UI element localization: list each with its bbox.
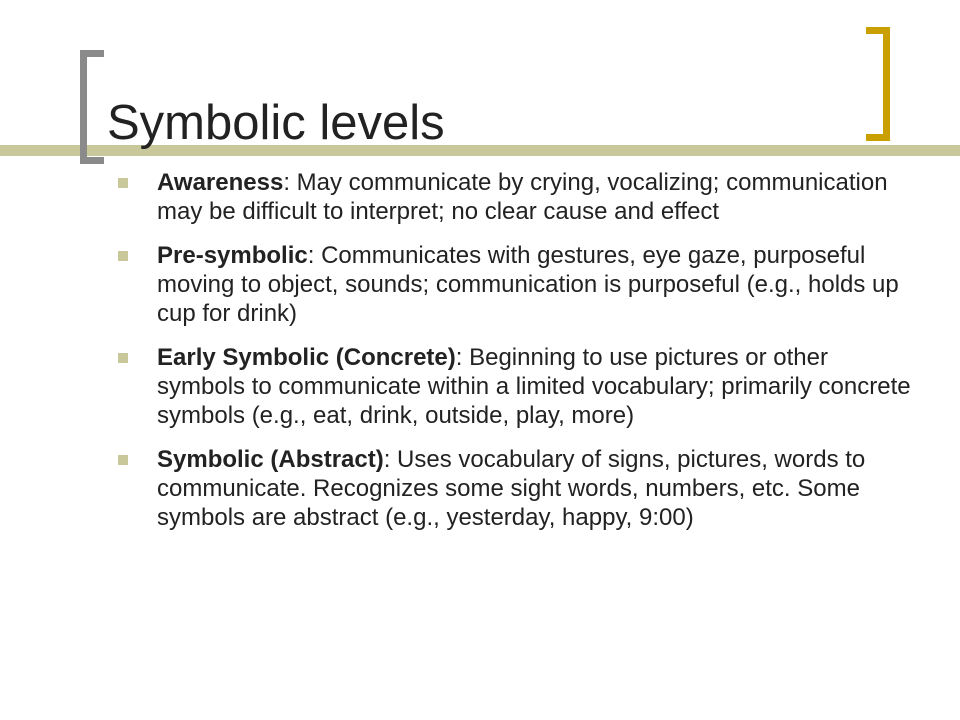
bullet-term: Pre-symbolic (157, 242, 308, 269)
bullet-text: : Communicates with gestures, eye gaze, purposeful moving to object, sounds; communication is purposeful (e.g., holds up cup for drink) (157, 242, 899, 327)
bullet-item-awareness (118, 168, 918, 226)
square-bullet-icon (118, 455, 128, 465)
right-bracket-decoration (866, 27, 890, 141)
square-bullet-icon (118, 178, 128, 188)
bullet-text: : Uses vocabulary of signs, pictures, words to communicate. Recognizes some sight words, numbers, etc. Some symbols are abstract (e.g., yesterday, happy, 9:00) (157, 446, 866, 531)
square-bullet-icon (118, 353, 128, 363)
bullet-term: Symbolic (Abstract) (157, 446, 384, 473)
bullet-item-early-symbolic (118, 343, 918, 430)
bullet-text: : May communicate by crying, vocalizing; communication may be difficult to interpret; no clear cause and effect (157, 169, 888, 225)
slide-title: Symbolic levels (107, 96, 445, 150)
square-bullet-icon (118, 251, 128, 261)
bullet-item-symbolic-abstract (118, 445, 918, 532)
bullet-text: : Beginning to use pictures or other symbols to communicate within a limited vocabulary; primarily concrete symbols (e.g., eat, drink, outside, play, more) (157, 344, 911, 429)
bullet-term: Early Symbolic (Concrete) (157, 344, 456, 371)
bullet-term: Awareness (157, 169, 284, 196)
left-bracket-decoration (80, 50, 104, 164)
bullet-list (118, 168, 918, 547)
bullet-item-pre-symbolic (118, 241, 918, 328)
